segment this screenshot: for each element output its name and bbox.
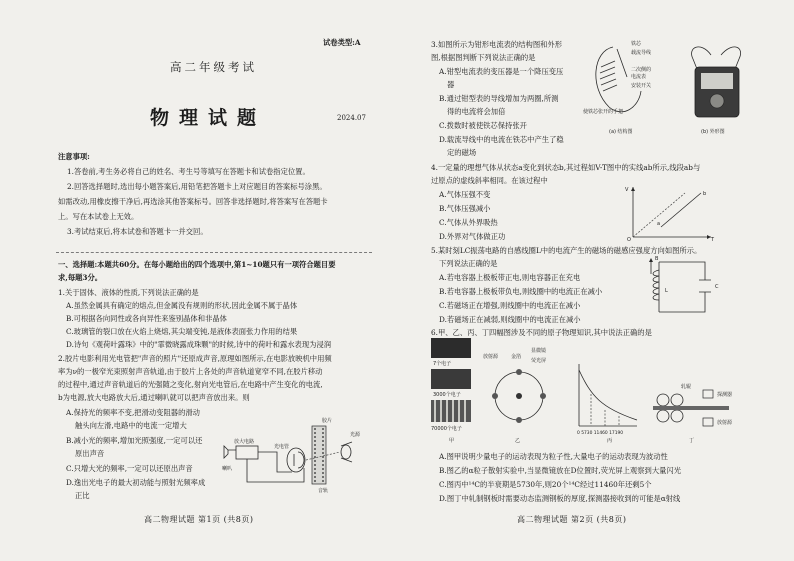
q2-option-b: B.减小光的频率,增加光照强度,一定可以还 <box>66 436 203 445</box>
secondary-coil <box>600 61 617 91</box>
q3-option-b: 得的电流将会加倍 <box>447 107 506 116</box>
roller-icon <box>657 410 669 422</box>
point-a-label: a <box>657 221 661 227</box>
q3-figure <box>583 37 763 137</box>
q6-figures <box>431 338 771 446</box>
q4-vt-graph <box>625 183 717 241</box>
q3-option-d: 定的磁场 <box>447 148 477 157</box>
section-divider <box>56 252 372 253</box>
circuit-wires <box>659 262 705 312</box>
exam-title: 高二年级考试 <box>170 60 257 74</box>
notice-line: 如需改动,用橡皮擦干净后,再选涂其他答案标号。回答非选择题时,将答案写在答题卡 <box>58 197 328 206</box>
core-label: 铁芯 <box>631 41 642 47</box>
fig-yi-label: 乙 <box>515 438 521 444</box>
meter-display <box>701 73 733 89</box>
current-wire <box>617 49 627 77</box>
q2-stem: b为电源,放大电路放大后,通过喇叭就可以把声音放出来。则 <box>58 393 250 402</box>
q2-figure <box>222 412 370 494</box>
q6-option-c: C.图丙中¹⁴C的半衰期是5730年,则20个¹⁴C经过11460年还剩5个 <box>439 480 652 489</box>
b-field-arrowhead <box>649 258 653 262</box>
speaker-label: 喇叭 <box>222 466 233 472</box>
q3-option-c: C.拨数时被使铁芯保持张开 <box>439 121 527 130</box>
lamp-icon <box>341 445 351 459</box>
paper-type-label: 试卷类型:A <box>323 38 361 47</box>
roll-label: 轧辊 <box>681 384 692 390</box>
source-box-icon <box>703 418 713 426</box>
microscope-c-icon <box>516 417 522 423</box>
microscope-a-icon <box>516 369 522 375</box>
q3-option-d: D.载流导线中的电流在铁芯中产生了稳 <box>439 135 564 144</box>
microscope-d-icon <box>492 393 498 399</box>
q1-option-d: D.诗句《观荷叶露珠》中的"霏微晓露成珠颗"的时候,诗中的荷叶和露水表现为浸润 <box>66 340 332 349</box>
foil-label: 金箔 <box>511 354 522 360</box>
q4-stem: 过原点的虚线斜率相同。在该过程中 <box>431 176 548 185</box>
detector-label: 探测器 <box>717 392 733 398</box>
q6-option-a: A.图甲说明少量电子的运动表现为粒子性,大量电子的运动表现为波动性 <box>439 452 668 461</box>
q6-option-d: D.图丁中轧制钢板时需要动态监测钢板的厚度,探测器接收到的可能是α射线 <box>439 494 681 503</box>
half-life-guides <box>591 394 619 426</box>
page2-footer: 高二物理试题 第2页 (共8页) <box>517 515 627 524</box>
q2-option-a: A.保持光的频率不变,把滑动变阻器的滑动 <box>66 408 200 417</box>
q3-stem: 3.如图所示为钳形电流表的结构图和外形 <box>431 40 563 49</box>
q3-option-a: 器 <box>447 80 455 89</box>
page1-footer: 高二物理试题 第1页 (共8页) <box>144 515 254 524</box>
q4-option-a: A.气体压强不变 <box>439 190 491 199</box>
point-b-label: b <box>703 191 707 197</box>
notice-line: 上。写在本试卷上无效。 <box>58 212 139 221</box>
q4-option-c: C.气体从外界吸热 <box>439 218 498 227</box>
meter-dial-icon <box>710 94 724 108</box>
notice-title: 注意事项: <box>58 152 90 161</box>
wire <box>247 459 304 482</box>
source-label: 放射源 <box>483 354 499 360</box>
q1-option-b: B.可根据各向同性或各向异性来鉴别晶体和非晶体 <box>66 314 227 323</box>
caption-a: (a) 结构图 <box>609 129 633 135</box>
micro-label: 显微镜 <box>531 348 547 354</box>
q2-option-b: 原出声音 <box>75 449 105 458</box>
origin-label: O <box>627 237 631 243</box>
roller-icon <box>671 394 683 406</box>
film-label: 胶片 <box>322 418 333 424</box>
radio-source-label: 放射源 <box>717 420 733 426</box>
l-label: L <box>665 288 668 294</box>
q2-option-d: 正比 <box>75 491 90 500</box>
fig-jia-label: 甲 <box>449 438 455 444</box>
page-2 <box>397 0 794 561</box>
decay-ticks: 0 5730 11460 17190 <box>577 431 624 436</box>
steel-plate <box>653 406 729 410</box>
q4-option-b: B.气体压强减小 <box>439 204 491 213</box>
microscope-b-icon <box>540 393 546 399</box>
b-label: B <box>655 256 659 262</box>
amp-box <box>236 446 258 459</box>
inductor-coil-icon <box>653 270 659 300</box>
screen-label: 荧光屏 <box>531 358 547 364</box>
fig-ding-label: 丁 <box>689 438 695 444</box>
wire-label: 载流导线 <box>631 50 652 56</box>
exam-date: 2024.07 <box>337 114 366 122</box>
q6-option-b: B.图乙的α粒子散射实验中,当显微镜放在D位置时,荧光屏上观察到大量闪光 <box>439 466 682 475</box>
q5-lc-circuit <box>649 256 727 318</box>
electron-3000-label: 3000个电子 <box>433 392 461 398</box>
electron-7-label: 7个电子 <box>433 361 452 367</box>
notice-line: 3.考试结束后,将本试卷和答题卡一并交回。 <box>67 227 208 236</box>
roller-icon <box>657 394 669 406</box>
q5-option-a: A.若电容器上极板带正电,则电容器正在充电 <box>439 273 581 282</box>
q6-stem: 6.甲、乙、丙、丁四幅图涉及不同的原子物理知识,其中说法正确的是 <box>431 328 652 337</box>
detector-icon <box>703 390 713 398</box>
speaker-icon <box>224 446 236 458</box>
notice-line: 2.回答选择题时,选出每小题答案后,用铅笔把答题卡上对应题目的答案标号涂黑。 <box>67 182 327 191</box>
roller-icon <box>671 410 683 422</box>
clamp-jaw-left <box>692 47 711 69</box>
q4-stem: 4.一定量的理想气体从状态a变化到状态b,其过程如V-T图中的实线ab所示,线段ab与 <box>431 163 701 172</box>
t-axis-label: T <box>711 237 715 243</box>
electron-pattern-7 <box>431 338 471 358</box>
q5-option-b: B.若电容器上极板带负电,则线圈中的电流正在减小 <box>439 287 603 296</box>
cell-label: 光电管 <box>274 444 290 450</box>
origin-dash-line <box>633 193 685 237</box>
q1-stem: 1.关于固体、液体的性质,下列说法正确的是 <box>58 288 199 297</box>
subject-title: 物理试题 <box>150 107 267 129</box>
q3-option-a: A.钳型电流表的变压器是一个降压变压 <box>439 67 564 76</box>
v-axis-label: V <box>625 187 629 193</box>
q2-stem: 率为ν的一极窄光束照射声音轨道,由于胶片上各处的声音轨道宽窄不同,在胶片移动 <box>58 367 323 376</box>
decay-curve <box>579 370 637 420</box>
q1-option-a: A.虽然金属具有确定的熔点,但金属没有规则的形状,因此金属不属于晶体 <box>66 301 298 310</box>
electron-pattern-3000 <box>431 369 471 389</box>
q3-option-b: B.通过钳型表的导线增加为两圈,所测 <box>439 94 559 103</box>
q2-option-c: C.只增大光的频率,一定可以还原出声音 <box>66 464 193 473</box>
photocell-electrode <box>294 452 304 468</box>
switch-label: 安装开关 <box>631 83 652 89</box>
track-label: 音轨 <box>318 488 329 494</box>
q2-stem: 2.胶片电影利用光电管把"声音的照片"还原成声音,原理如图所示,在电影放映机中用频 <box>58 354 332 363</box>
coil-label: 二次侧的 <box>631 67 652 73</box>
coil-label: 电流表 <box>631 74 647 80</box>
handle-label: 使铁芯张开的手把 <box>583 109 624 115</box>
photocell-icon <box>287 448 305 472</box>
clamp-jaw-right <box>721 47 741 69</box>
q5-stem: 5.某时刻LC振荡电路的自感线圈L中的电流产生的磁场的磁感应强度方向如图所示。 <box>431 246 702 255</box>
film-strip <box>312 426 326 484</box>
caption-b: (b) 外形图 <box>701 129 725 135</box>
q2-option-a: 触头向左滑,电路中的电流一定增大 <box>75 421 187 430</box>
q1-option-c: C.玻璃管的裂口放在火焰上烧熔,其尖端变钝,是液体表面张力作用的结果 <box>66 327 298 336</box>
q3-stem: 图,根据图判断下列说法正确的是 <box>431 53 536 62</box>
q2-stem: 的过程中,通过声音轨道后的光强随之变化,射向光电管后,在电路中产生变化的电流, <box>58 380 323 389</box>
q5-stem: 下列说法正确的是 <box>439 259 498 268</box>
electron-70000-label: 70000个电子 <box>431 426 462 432</box>
gold-foil-icon <box>516 393 522 399</box>
amp-label: 放大电路 <box>234 439 255 445</box>
notice-line: 1.答卷前,考生务必将自己的姓名、考生号等填写在答题卡和试卷指定位置。 <box>67 167 310 176</box>
c-label: C <box>715 284 719 290</box>
section1-title: 一、选择题:本题共60分。在每小题给出的四个选项中,第1~10题只有一项符合题目要 <box>58 260 336 269</box>
capacitor-icon <box>699 280 711 292</box>
q2-option-d: D.逸出光电子的最大初动能与照射光频率成 <box>66 478 206 487</box>
q5-option-c: C.若磁场正在增强,则线圈中的电流正在减小 <box>439 301 581 310</box>
process-line-ab <box>661 193 701 227</box>
fig-bing-label: 丙 <box>607 438 613 444</box>
q4-option-d: D.外界对气体做正功 <box>439 232 506 241</box>
section1-title: 求,每题3分。 <box>58 273 103 282</box>
light-label: 光源 <box>350 432 361 438</box>
q5-option-d: D.若磁场正在减弱,则线圈中的电流正在减小 <box>439 315 581 324</box>
